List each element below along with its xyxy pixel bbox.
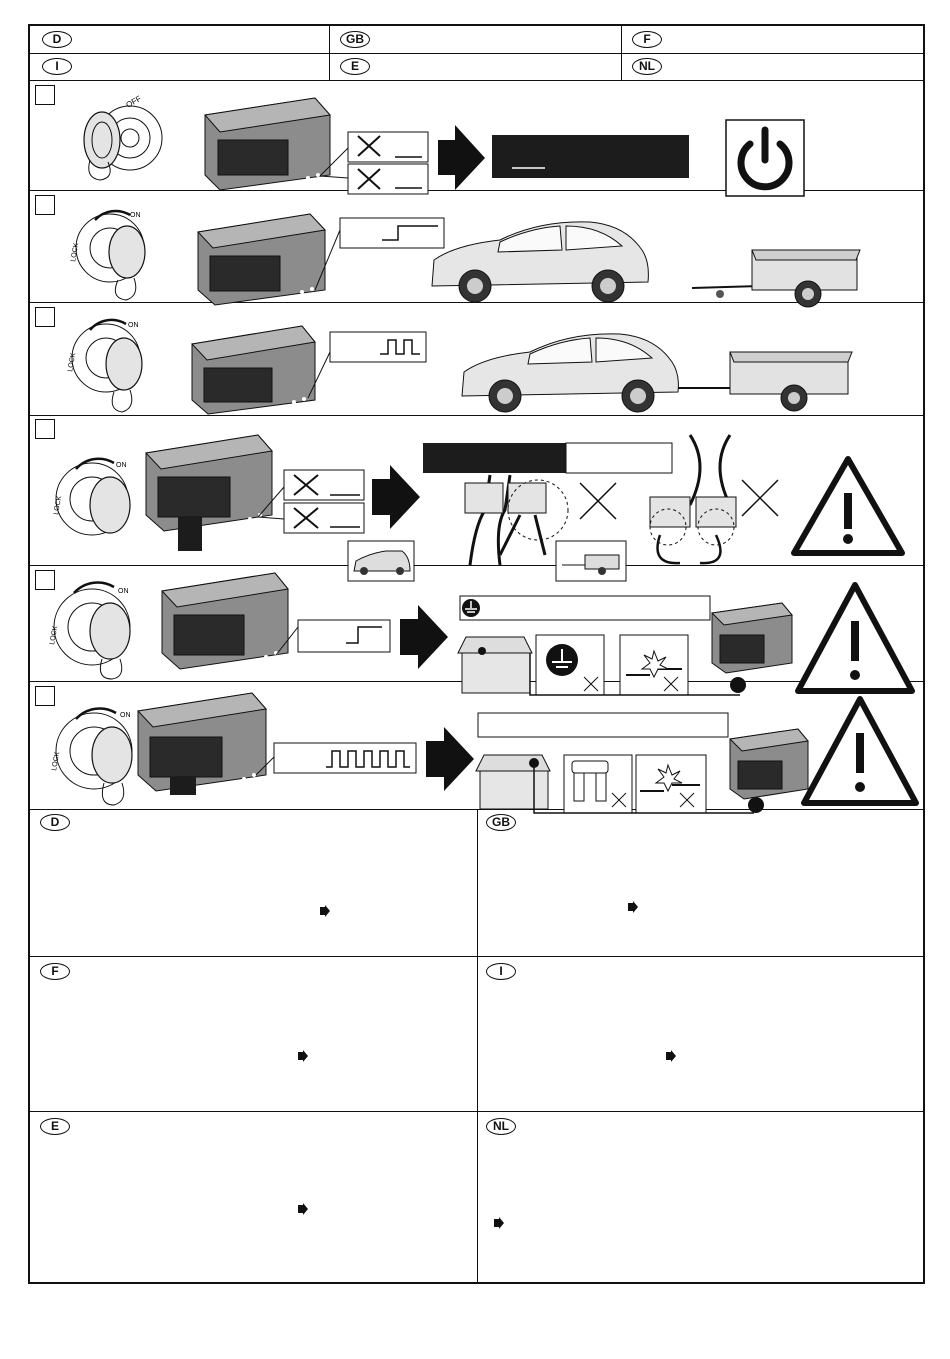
language-badge: NL xyxy=(632,58,662,75)
header-cell xyxy=(30,26,330,53)
lock-label: LOCK xyxy=(53,495,64,516)
control-module-icon xyxy=(146,435,272,551)
power-button-icon xyxy=(726,120,804,196)
lock-label: LOCK xyxy=(49,625,60,646)
step-4-panel xyxy=(30,415,923,566)
ignition-key-icon xyxy=(72,320,142,412)
step-6-illustration xyxy=(30,681,925,809)
header-cell xyxy=(330,53,622,80)
right-arrow-icon xyxy=(400,605,448,669)
on-label: ON xyxy=(118,588,129,595)
ground-symbol-icon xyxy=(546,644,578,676)
language-badge: E xyxy=(40,1118,70,1135)
signal-box xyxy=(298,620,390,652)
language-badge: D xyxy=(40,814,70,831)
step-5-panel xyxy=(30,565,923,682)
lock-label: LOCK xyxy=(67,352,78,373)
language-badge: E xyxy=(340,58,370,75)
warning-triangle-icon xyxy=(798,585,912,691)
fuse-label-bar xyxy=(478,713,728,737)
right-arrow-icon xyxy=(298,1051,308,1061)
language-badge: NL xyxy=(486,1118,516,1135)
language-badge: I xyxy=(42,58,72,75)
car-icon xyxy=(432,222,648,302)
ignition-key-icon xyxy=(56,459,130,535)
step-3-panel xyxy=(30,302,923,416)
text-block-e xyxy=(30,1112,478,1284)
ignition-key-icon xyxy=(84,106,162,180)
step-2-illustration xyxy=(30,190,925,302)
ignition-key-icon xyxy=(56,709,132,805)
step-1-illustration xyxy=(30,80,925,190)
ignition-key-icon xyxy=(76,211,145,300)
warning-triangle-icon xyxy=(804,699,916,803)
header-cell xyxy=(622,53,925,80)
control-module-icon xyxy=(205,98,330,190)
on-label: ON xyxy=(120,712,131,719)
step-5-illustration xyxy=(30,565,925,681)
right-arrow-icon xyxy=(426,727,474,791)
trailer-icon xyxy=(692,250,860,307)
header-cell xyxy=(622,26,925,53)
step-1-panel xyxy=(30,80,923,191)
display-panel-empty xyxy=(566,443,672,473)
language-badge: F xyxy=(40,963,70,980)
language-badge: D xyxy=(42,31,72,48)
control-module-icon xyxy=(730,729,808,813)
connector-cables xyxy=(465,475,568,565)
text-block-d xyxy=(30,809,478,957)
ground-label-bar xyxy=(460,596,710,620)
right-arrow-icon xyxy=(372,465,420,529)
control-module-icon xyxy=(162,573,288,669)
right-arrow-icon xyxy=(666,1051,676,1061)
trailer-icon xyxy=(678,352,852,411)
right-arrow-icon xyxy=(320,906,330,916)
signal-box xyxy=(340,218,444,248)
control-module-icon xyxy=(712,603,792,693)
text-block-nl xyxy=(478,1112,925,1284)
right-arrow-icon xyxy=(298,1204,308,1214)
step-3-illustration xyxy=(30,302,925,415)
battery-icon xyxy=(476,755,550,809)
lock-label: LOCK xyxy=(70,242,81,263)
header-cell xyxy=(30,53,330,80)
step-2-panel xyxy=(30,190,923,303)
x-mark-icon xyxy=(580,483,616,519)
right-arrow-icon xyxy=(438,125,485,190)
control-module-icon xyxy=(192,326,315,414)
on-label: ON xyxy=(116,462,127,469)
signal-box xyxy=(274,743,416,773)
ignition-key-icon xyxy=(54,583,130,679)
instruction-sheet xyxy=(28,24,925,1284)
language-badge: GB xyxy=(340,31,370,48)
control-module-icon xyxy=(198,214,325,305)
text-block-f xyxy=(30,957,478,1112)
step-6-panel xyxy=(30,681,923,810)
on-label: ON xyxy=(130,212,141,219)
language-badge: F xyxy=(632,31,662,48)
language-badge: GB xyxy=(486,814,516,831)
display-panel xyxy=(423,443,566,473)
step-4-illustration xyxy=(30,415,925,565)
on-label: ON xyxy=(128,322,139,329)
right-arrow-icon xyxy=(628,902,638,912)
warning-triangle-icon xyxy=(794,459,902,553)
language-header-row-1 xyxy=(30,26,923,54)
language-header-row-2 xyxy=(30,53,923,81)
lock-label: LOCK xyxy=(51,751,62,772)
off-label: OFF xyxy=(124,93,143,110)
text-block-i xyxy=(478,957,925,1112)
right-arrow-icon xyxy=(494,1218,504,1228)
header-cell xyxy=(330,26,622,53)
control-module-icon xyxy=(138,693,266,795)
x-mark-icon xyxy=(742,480,778,516)
car-icon xyxy=(462,334,678,412)
ground-symbol-icon xyxy=(462,599,480,617)
status-box-off xyxy=(284,503,364,533)
text-block-gb xyxy=(478,809,925,957)
display-panel xyxy=(492,135,689,178)
language-badge: I xyxy=(486,963,516,980)
